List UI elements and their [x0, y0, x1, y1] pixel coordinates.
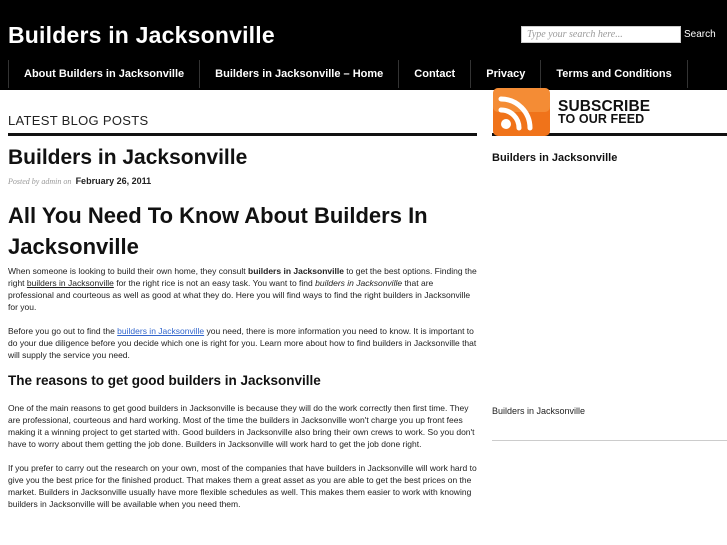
- subscribe-feed-link[interactable]: [558, 100, 650, 126]
- search-input[interactable]: [521, 26, 681, 43]
- main-divider: [8, 133, 477, 136]
- text: that are professional and courteous as well as good at what they do. Here you will find ways to find the right builders in Jacksonville for you.: [8, 278, 471, 312]
- nav-item-about[interactable]: About Builders in Jacksonville: [9, 60, 200, 88]
- sidebar-link[interactable]: Builders in Jacksonville: [492, 406, 586, 416]
- underlined-keyword: builders in Jacksonville: [26, 278, 114, 288]
- nav-item-home[interactable]: Builders in Jacksonville – Home: [200, 60, 399, 88]
- sidebar-widget-title: Builders in Jacksonville: [492, 152, 618, 164]
- bold-keyword: builders in Jacksonville: [248, 266, 344, 276]
- post-date: February 26, 2011: [75, 176, 152, 186]
- nav-item-contact[interactable]: Contact: [399, 60, 471, 88]
- text: you need, there is more information you need to know. It is important to do your due diligence before you decide which one is right for you. Learn more about how to find builders in Jacksonville that will supply the service you need.: [8, 326, 477, 360]
- post-meta: [8, 176, 151, 186]
- rss-feed-icon[interactable]: [493, 88, 550, 136]
- italic-keyword: builders in Jacksonville: [315, 278, 403, 288]
- text: for the right rice is not an easy task. You want to find: [113, 278, 316, 288]
- site-header: [0, 0, 727, 90]
- latest-posts-heading: LATEST BLOG POSTS: [8, 113, 149, 128]
- subscribe-label: SUBSCRIBE: [558, 98, 651, 115]
- builders-link[interactable]: builders in Jacksonville: [117, 326, 205, 336]
- paragraph-4: If you prefer to carry out the research on your own, most of the companies that have builders in Jacksonville will work hard to give you the best price for the finished product. That makes them a great asset as you are able to get the best prices on the market. Builders in Jacksonville usually have more flexible schedules as well. This makes them easier to work with knowing builders in Jacksonville will be available when you need them.: [8, 463, 477, 509]
- search-button[interactable]: Search: [684, 26, 716, 43]
- post-title[interactable]: Builders in Jacksonville: [8, 146, 248, 169]
- paragraph-3: One of the main reasons to get good builders in Jacksonville is because they will do the work correctly then first time. They are professional, courteous and hard working. Most of the time the builders in Jacksonville won't charge you up front fees making it a winning project to get started with. Good builders in Jacksonville also bring their own crews to work. So you don't have to worry about them getting the job done. Builders in Jacksonville will work hard to get the job done right.: [8, 403, 475, 449]
- post-meta-author: Posted by admin on: [8, 177, 72, 186]
- paragraph-2: [8, 325, 477, 361]
- paragraph-1: [8, 265, 477, 313]
- feed-label: TO OUR FEED: [558, 112, 645, 126]
- nav-item-terms[interactable]: Terms and Conditions: [541, 60, 687, 88]
- article-subheading: The reasons to get good builders in Jacksonville: [8, 373, 321, 388]
- site-title[interactable]: Builders in Jacksonville: [8, 22, 275, 48]
- text: When someone is looking to build their own home, they consult: [8, 266, 249, 276]
- text: to get the best options. Finding the right: [8, 266, 477, 288]
- nav-item-privacy[interactable]: Privacy: [471, 60, 541, 88]
- main-nav: [8, 60, 688, 88]
- post-content: [8, 200, 477, 510]
- sidebar-separator: [492, 440, 727, 441]
- text: Before you go out to find the: [8, 326, 118, 336]
- article-heading: All You Need To Know About Builders In Jacksonville: [8, 203, 428, 259]
